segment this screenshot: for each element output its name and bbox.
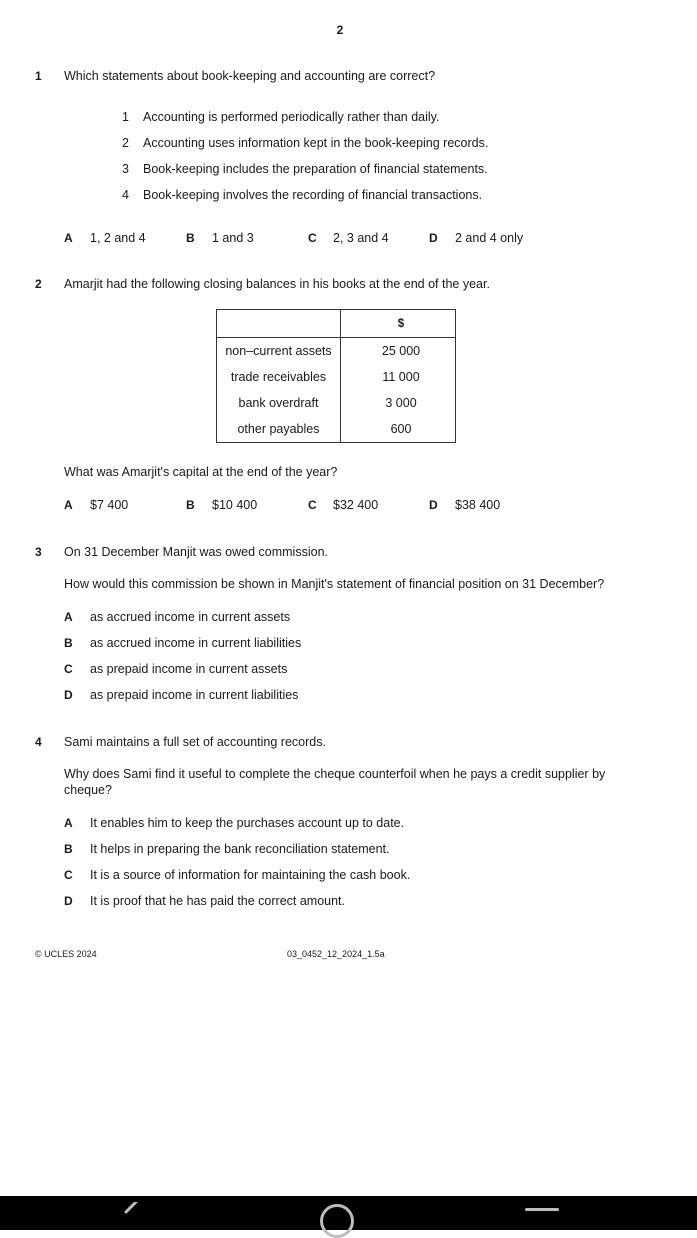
option-letter: B bbox=[64, 842, 73, 856]
statement-number: 1 bbox=[122, 110, 129, 124]
question-stem: Sami maintains a full set of accounting records. bbox=[64, 735, 326, 749]
balances-table bbox=[216, 309, 456, 443]
option-letter: A bbox=[64, 231, 73, 245]
option-text: 1 and 3 bbox=[212, 231, 254, 245]
option-letter: C bbox=[308, 498, 317, 512]
navigation-bar bbox=[0, 1196, 697, 1230]
option-letter: A bbox=[64, 610, 73, 624]
question-number: 3 bbox=[35, 545, 42, 559]
statement-text: Accounting is performed periodically rather than daily. bbox=[143, 110, 440, 124]
option-letter: B bbox=[64, 636, 73, 650]
option-text: as prepaid income in current liabilities bbox=[90, 688, 299, 702]
question-text: Why does Sami find it useful to complete the cheque counterfoil when he pays a credit supplier by bbox=[64, 767, 606, 781]
table-cell-item: trade receivables bbox=[217, 364, 341, 390]
option-letter: A bbox=[64, 498, 73, 512]
question-stem: Which statements about book-keeping and accounting are correct? bbox=[64, 69, 436, 83]
option-letter: C bbox=[64, 868, 73, 882]
option-text: as accrued income in current assets bbox=[90, 610, 291, 624]
option-letter: C bbox=[64, 662, 73, 676]
option-text: 2, 3 and 4 bbox=[333, 231, 389, 245]
question-text: What was Amarjit's capital at the end of the year? bbox=[64, 465, 338, 479]
recents-icon[interactable] bbox=[525, 1208, 559, 1211]
statement-number: 4 bbox=[122, 188, 129, 202]
table-cell-item: non–current assets bbox=[217, 338, 341, 365]
option-letter: D bbox=[429, 231, 438, 245]
question-number: 4 bbox=[35, 735, 42, 749]
question-stem: On 31 December Manjit was owed commission. bbox=[64, 545, 328, 559]
page-number: 2 bbox=[336, 23, 344, 37]
table-row bbox=[217, 390, 456, 416]
question-text: How would this commission be shown in Manjit's statement of financial position on 31 December? bbox=[64, 577, 605, 591]
statement-number: 2 bbox=[122, 136, 129, 150]
currency-header: $ bbox=[341, 310, 456, 338]
question-stem: Amarjit had the following closing balances in his books at the end of the year. bbox=[64, 277, 490, 291]
statement-text: Accounting uses information kept in the book-keeping records. bbox=[143, 136, 489, 150]
question-number: 1 bbox=[35, 69, 42, 83]
question-text-continued: cheque? bbox=[64, 783, 112, 797]
option-letter: B bbox=[186, 231, 195, 245]
option-text: $32 400 bbox=[333, 498, 379, 512]
option-letter: B bbox=[186, 498, 195, 512]
option-text: $7 400 bbox=[90, 498, 129, 512]
option-text: 2 and 4 only bbox=[455, 231, 524, 245]
option-text: as accrued income in current liabilities bbox=[90, 636, 302, 650]
table-row bbox=[217, 364, 456, 390]
table-header-row bbox=[217, 310, 456, 338]
table-cell-item: other payables bbox=[217, 416, 341, 443]
option-text: $38 400 bbox=[455, 498, 501, 512]
footer-code: 03_0452_12_2024_1.5a bbox=[287, 949, 385, 959]
table-cell-amount: 11 000 bbox=[341, 364, 456, 390]
back-icon[interactable] bbox=[118, 1202, 142, 1226]
statement-number: 3 bbox=[122, 162, 129, 176]
option-letter: D bbox=[429, 498, 438, 512]
option-text: It is proof that he has paid the correct amount. bbox=[90, 894, 346, 908]
option-letter: D bbox=[64, 688, 73, 702]
table-cell-amount: 25 000 bbox=[341, 338, 456, 365]
question-number: 2 bbox=[35, 277, 42, 291]
statement-text: Book-keeping includes the preparation of financial statements. bbox=[143, 162, 488, 176]
option-text: It helps in preparing the bank reconciliation statement. bbox=[90, 842, 390, 856]
option-text: as prepaid income in current assets bbox=[90, 662, 288, 676]
option-text: It is a source of information for maintaining the cash book. bbox=[90, 868, 411, 882]
table-cell-amount: 600 bbox=[341, 416, 456, 443]
statement-text: Book-keeping involves the recording of financial transactions. bbox=[143, 188, 483, 202]
option-letter: D bbox=[64, 894, 73, 908]
option-text: It enables him to keep the purchases account up to date. bbox=[90, 816, 405, 830]
table-cell-item: bank overdraft bbox=[217, 390, 341, 416]
option-text: 1, 2 and 4 bbox=[90, 231, 146, 245]
footer-copyright: © UCLES 2024 bbox=[35, 949, 97, 959]
table-row bbox=[217, 338, 456, 365]
option-text: $10 400 bbox=[212, 498, 258, 512]
table-cell-amount: 3 000 bbox=[341, 390, 456, 416]
option-letter: C bbox=[308, 231, 317, 245]
table-header-item bbox=[217, 310, 341, 338]
option-letter: A bbox=[64, 816, 73, 830]
home-icon[interactable] bbox=[320, 1204, 354, 1238]
table-row bbox=[217, 416, 456, 443]
